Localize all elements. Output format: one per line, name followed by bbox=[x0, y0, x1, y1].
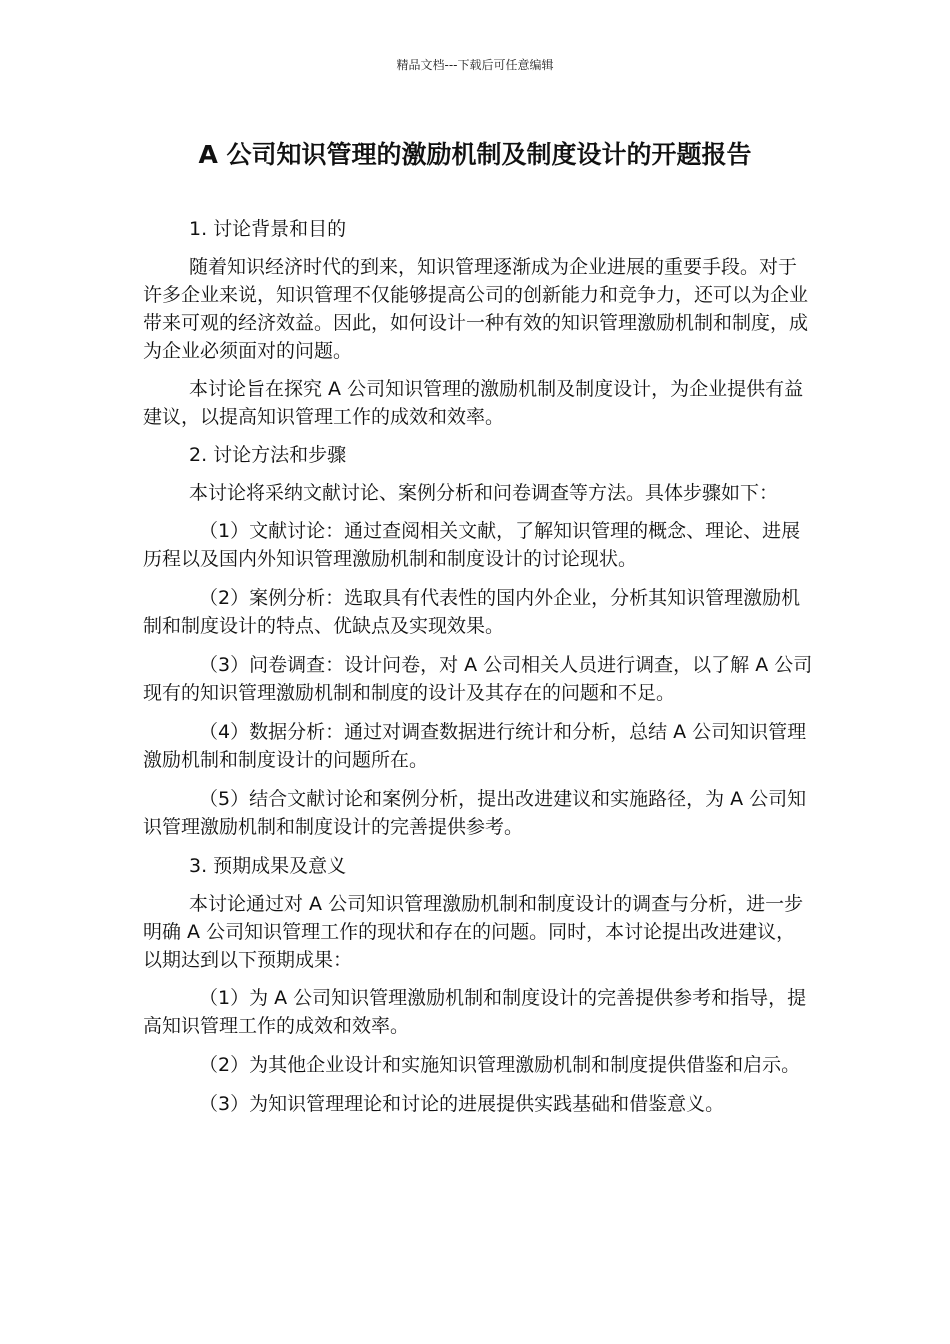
section-1-paragraph-2: 本讨论旨在探究 A 公司知识管理的激励机制及制度设计，为企业提供有益建议，以提高知识管理工作的成效和效率。 bbox=[143, 378, 804, 428]
section-2-intro: 本讨论将采纳文献讨论、案例分析和问卷调查等方法。具体步骤如下： bbox=[189, 482, 779, 504]
section-2-item-2: （2）案例分析：选取具有代表性的国内外企业，分析其知识管理激励机制和制度设计的特点、优缺点及实现效果。 bbox=[143, 587, 801, 637]
section-1-paragraph-1: 随着知识经济时代的到来，知识管理逐渐成为企业进展的重要手段。对于许多企业来说，知识管理不仅能够提高公司的创新能力和竞争力，还可以为企业带来可观的经济效益。因此，如何设计一种有效的知识管理激励机制和制度，成为企业必须面对的问题。 bbox=[143, 256, 809, 362]
section-2-item-4: （4）数据分析：通过对调查数据进行统计和分析，总结 A 公司知识管理激励机制和制度设计的问题所在。 bbox=[143, 721, 807, 771]
section-3-item-1: （1）为 A 公司知识管理激励机制和制度设计的完善提供参考和指导，提高知识管理工作的成效和效率。 bbox=[143, 987, 807, 1037]
section-2-item-5: （5）结合文献讨论和案例分析，提出改进建议和实施路径，为 A 公司知识管理激励机制和制度设计的完善提供参考。 bbox=[143, 788, 807, 838]
section-3-item-3: （3）为知识管理理论和讨论的进展提供实践基础和借鉴意义。 bbox=[199, 1093, 725, 1115]
section-heading-3: 3. 预期成果及意义 bbox=[189, 855, 347, 877]
header-note: 精品文档---下载后可任意编辑 bbox=[396, 58, 554, 72]
section-3-intro: 本讨论通过对 A 公司知识管理激励机制和制度设计的调查与分析，进一步明确 A 公司知识管理工作的现状和存在的问题。同时，本讨论提出改进建议，以期达到以下预期成果： bbox=[143, 893, 804, 971]
document-body bbox=[143, 215, 813, 1129]
section-2-item-3: （3）问卷调查：设计问卷，对 A 公司相关人员进行调查，以了解 A 公司现有的知识管理激励机制和制度的设计及其存在的问题和不足。 bbox=[143, 654, 813, 704]
section-heading-2: 2. 讨论方法和步骤 bbox=[189, 444, 347, 466]
section-3-item-2: （2）为其他企业设计和实施知识管理激励机制和制度提供借鉴和启示。 bbox=[199, 1054, 801, 1076]
document-title: A 公司知识管理的激励机制及制度设计的开题报告 bbox=[198, 140, 752, 169]
section-heading-1: 1. 讨论背景和目的 bbox=[189, 218, 347, 240]
section-2-item-1: （1）文献讨论：通过查阅相关文献，了解知识管理的概念、理论、进展历程以及国内外知识管理激励机制和制度设计的讨论现状。 bbox=[143, 520, 801, 570]
